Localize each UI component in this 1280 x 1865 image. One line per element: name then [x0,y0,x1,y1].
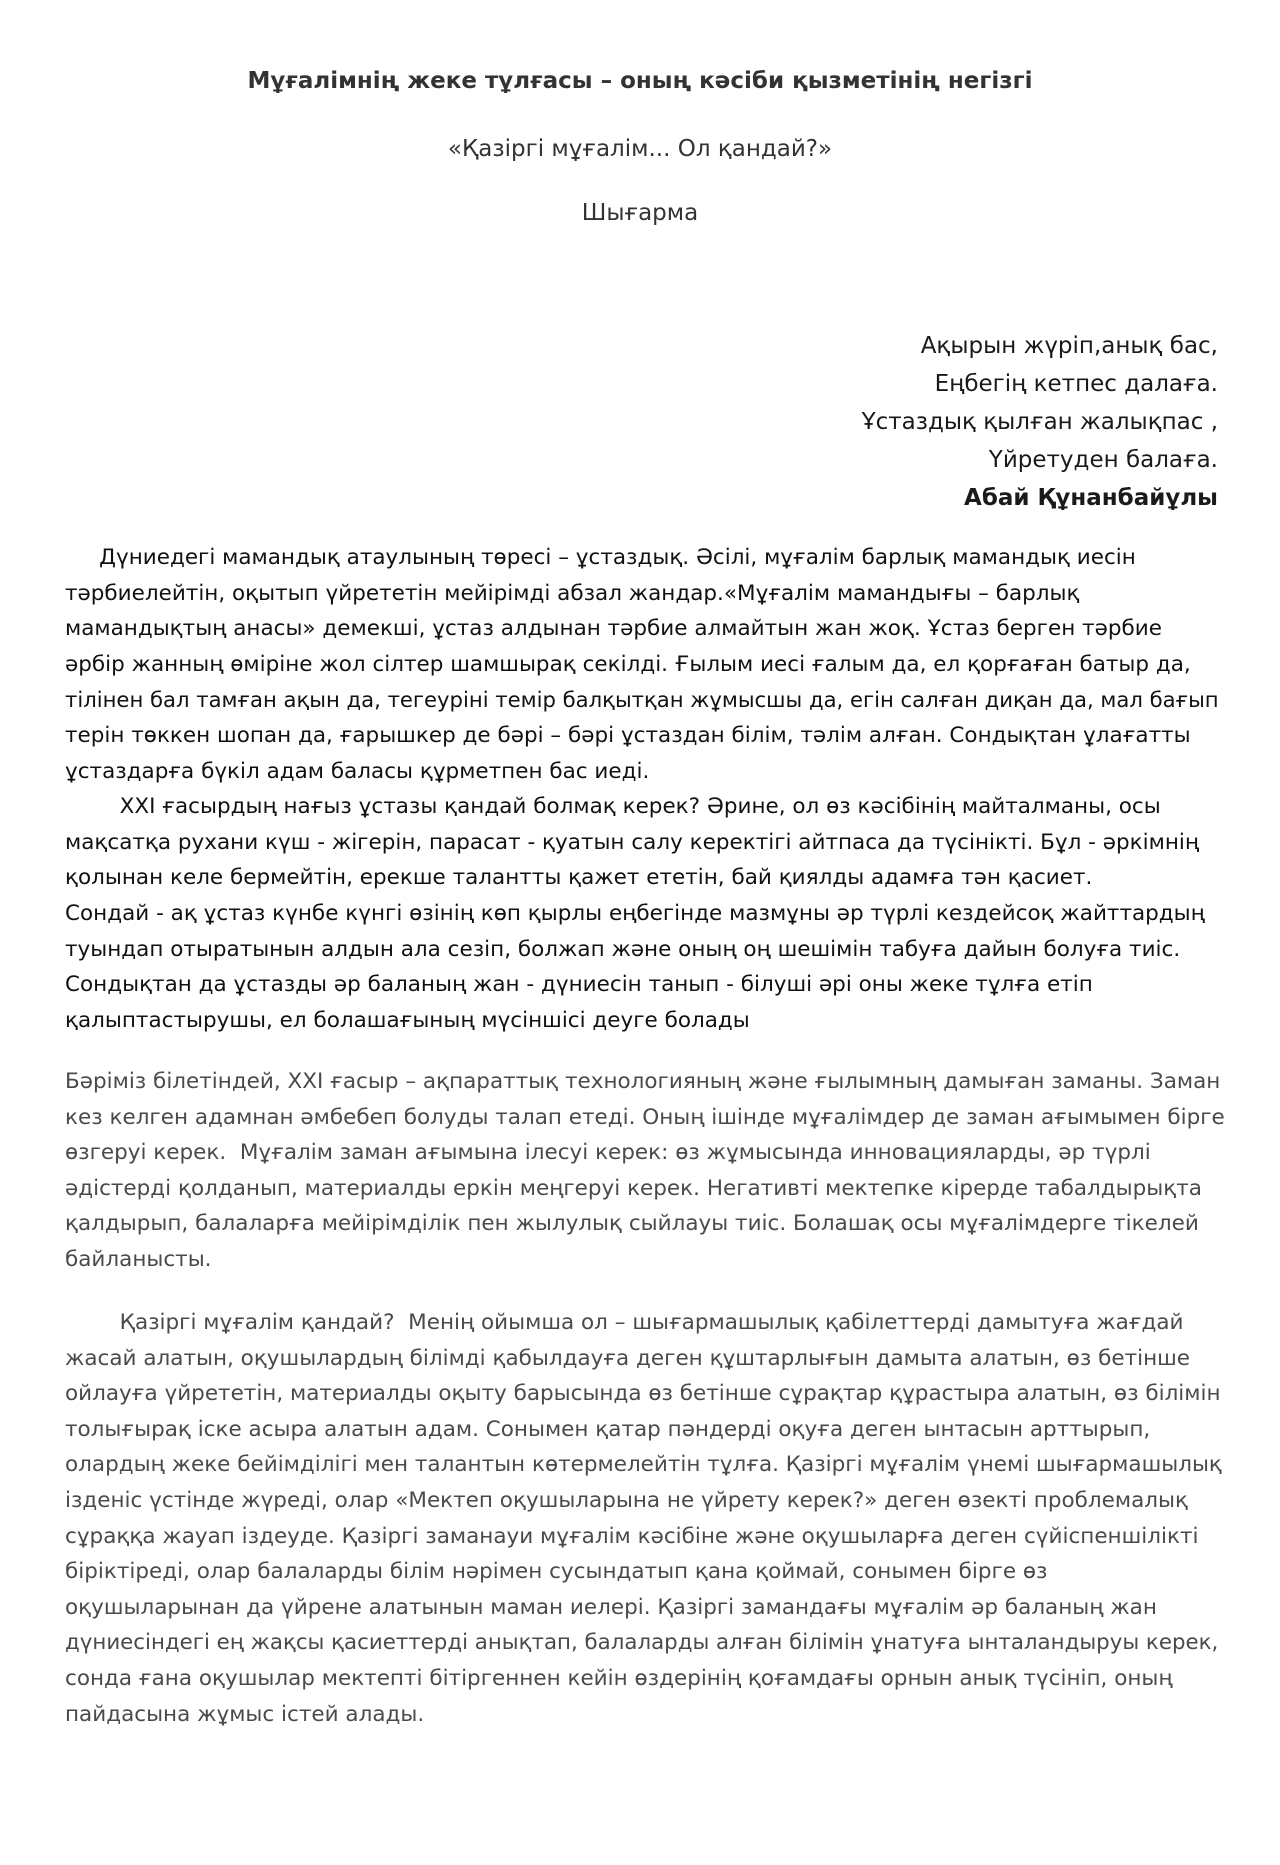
paragraph-line: қалдырып, балаларға мейірімділік пен жылулық сыйлауы тиіс. Болашақ осы мұғалімдерге тікелей [65,1211,1199,1237]
paragraph-line: қалыптастырушы, ел болашағының мүсіншісі деуге болады [65,1007,750,1033]
paragraph-line: тәрбиелейтін, оқытып үйрететін мейірімді абзал жандар.«Мұғалім мамандығы – барлық [65,580,1080,606]
paragraph-line: Қазіргі мұғалім қандай? Менің ойымша ол – шығармашылық қабілеттерді дамытуға жағдай [65,1310,1184,1335]
paragraph-line: сұраққа жауап іздеуде. Қазіргі заманауи мұғалім кәсібіне және оқушыларға деген сүйіспеншілікті [65,1523,1199,1549]
paragraph-line: оқушыларынан да үйрене алатынын маман иелері. Қазіргі замандағы мұғалім әр баланың жан [65,1594,1157,1620]
paragraph-line: Сондықтан да ұстазды әр баланың жан - дүниесін танып - білуші әрі оны жеке тұлға етіп [65,972,1093,998]
paragraph-line: туындап отыратынын алдын ала сезіп, болжап және оның оң шешімін табуға дайын болуға тиіс. [65,936,1181,962]
document-genre: Шығарма [581,200,699,226]
paragraph-line: мақсатқа рухани күш - жігерін, парасат - қуатын салу керектігі айтпаса да түсінікті. Бұл - әркімнің [65,829,1200,855]
paragraph-line: олардың жеке бейімділігі мен талантын көтермелейтін тұлға. Қазіргі мұғалім үнемі шығармашылық [65,1452,1222,1478]
paragraph-line: біріктіреді, олар балаларды білім нәрімен сусындатып қана қоймай, сонымен бірге өз [65,1559,1048,1585]
paragraph-line: толығырақ іске асыра алатын адам. Сонымен қатар пәндерді оқуға деген ынтасын арттырып, [65,1416,1151,1442]
paragraph-1 [65,540,1225,1038]
paragraph-line: мамандықтың анасы» демекші, ұстаз алдынан тәрбие алмайтын жан жоқ. Ұстаз берген тәрбие [65,616,1162,642]
paragraph-line: ізденіс үстінде жүреді, олар «Мектеп оқушыларына не үйрету керек?» деген өзекті проблемалық [65,1487,1188,1513]
paragraph-line: тілінен бал тамған ақын да, тегеуріні темір балқытқан жұмысшы да, егін салған диқан да, мал бағып [65,687,1219,713]
epigraph-line: Ақырын жүріп,анық бас, [920,333,1218,359]
epigraph [862,327,1218,517]
paragraph-line: Бәріміз білетіндей, XXI ғасыр – ақпараттық технологияның және ғылымның дамыған заманы. Заман [65,1069,1221,1094]
paragraph-line: әрбір жанның өміріне жол сілтер шамшырақ секілді. Ғылым иесі ғалым да, ел қорғаған батыр да, [65,651,1191,677]
paragraph-line: Дүниедегі мамандық атаулының төресі – ұстаздық. Әсілі, мұғалім барлық мамандық иесін [65,545,1136,570]
epigraph-line: Үйретуден балаға. [988,447,1218,473]
paragraph-line: дүниесіндегі ең жақсы қасиеттерді анықтап, балаларды алған білімін ұнатуға ынталандыруы керек, [65,1630,1219,1656]
paragraph-2 [65,1064,1225,1278]
epigraph-line: Еңбегің кетпес далаға. [934,371,1218,397]
paragraph-line: әдістерді қолданып, материалды еркін меңгеруі керек. Негативті мектепке кірерде табалдырықта [65,1175,1202,1201]
paragraph-line: пайдасына жұмыс істей алады. [65,1701,425,1727]
paragraph-line: ойлауға үйрететін, материалды оқыту барысында өз бетінше сұрақтар құрастыра алатын, өз білімін [65,1381,1221,1407]
paragraph-line: байланысты. [65,1246,212,1272]
document-subtitle: «Қазіргі мұғалім... Ол қандай?» [447,136,833,162]
epigraph-author: Абай Құнанбайұлы [964,485,1218,511]
document-title: Мұғалімнің жеке тұлғасы – оның кәсіби қызметінің негізгі [247,68,1033,94]
paragraph-line: жасай алатын, оқушылардың білімді қабылдауға деген құштарлығын дамыта алатын, өз бетінше [65,1345,1191,1371]
paragraph-line: Сондай - ақ ұстаз күнбе күнгі өзінің көп қырлы еңбегінде мазмұны әр түрлі кездейсоқ жайттардың [65,900,1205,926]
paragraph-line: сонда ғана оқушылар мектепті бітіргеннен кейін өздерінің қоғамдағы орнын анық түсініп, оның [65,1665,1173,1691]
paragraph-3 [65,1305,1225,1732]
paragraph-line: терін төккен шопан да, ғарышкер де бәрі – бәрі ұстаздан білім, тәлім алған. Сондықтан ұлағатты [65,722,1191,748]
paragraph-line: XXI ғасырдың нағыз ұстазы қандай болмақ керек? Әрине, ол өз кәсібінің майталманы, осы [65,794,1161,820]
paragraph-line: өзгеруі керек. Мұғалім заман ағымына ілесуі керек: өз жұмысында инновацияларды, әр түрлі [65,1140,1151,1166]
paragraph-line: ұстаздарға бүкіл адам баласы құрметпен бас иеді. [65,758,650,784]
paragraph-line: қолынан келе бермейтін, ерекше талантты қажет ететін, бай қиялды адамға тән қасиет. [65,865,1093,891]
paragraph-line: кез келген адамнан әмбебеп болуды талап етеді. Оның ішінде мұғалімдер де заман ағымымен бірге [65,1104,1225,1130]
epigraph-line: Ұстаздық қылған жалықпас , [861,409,1218,435]
